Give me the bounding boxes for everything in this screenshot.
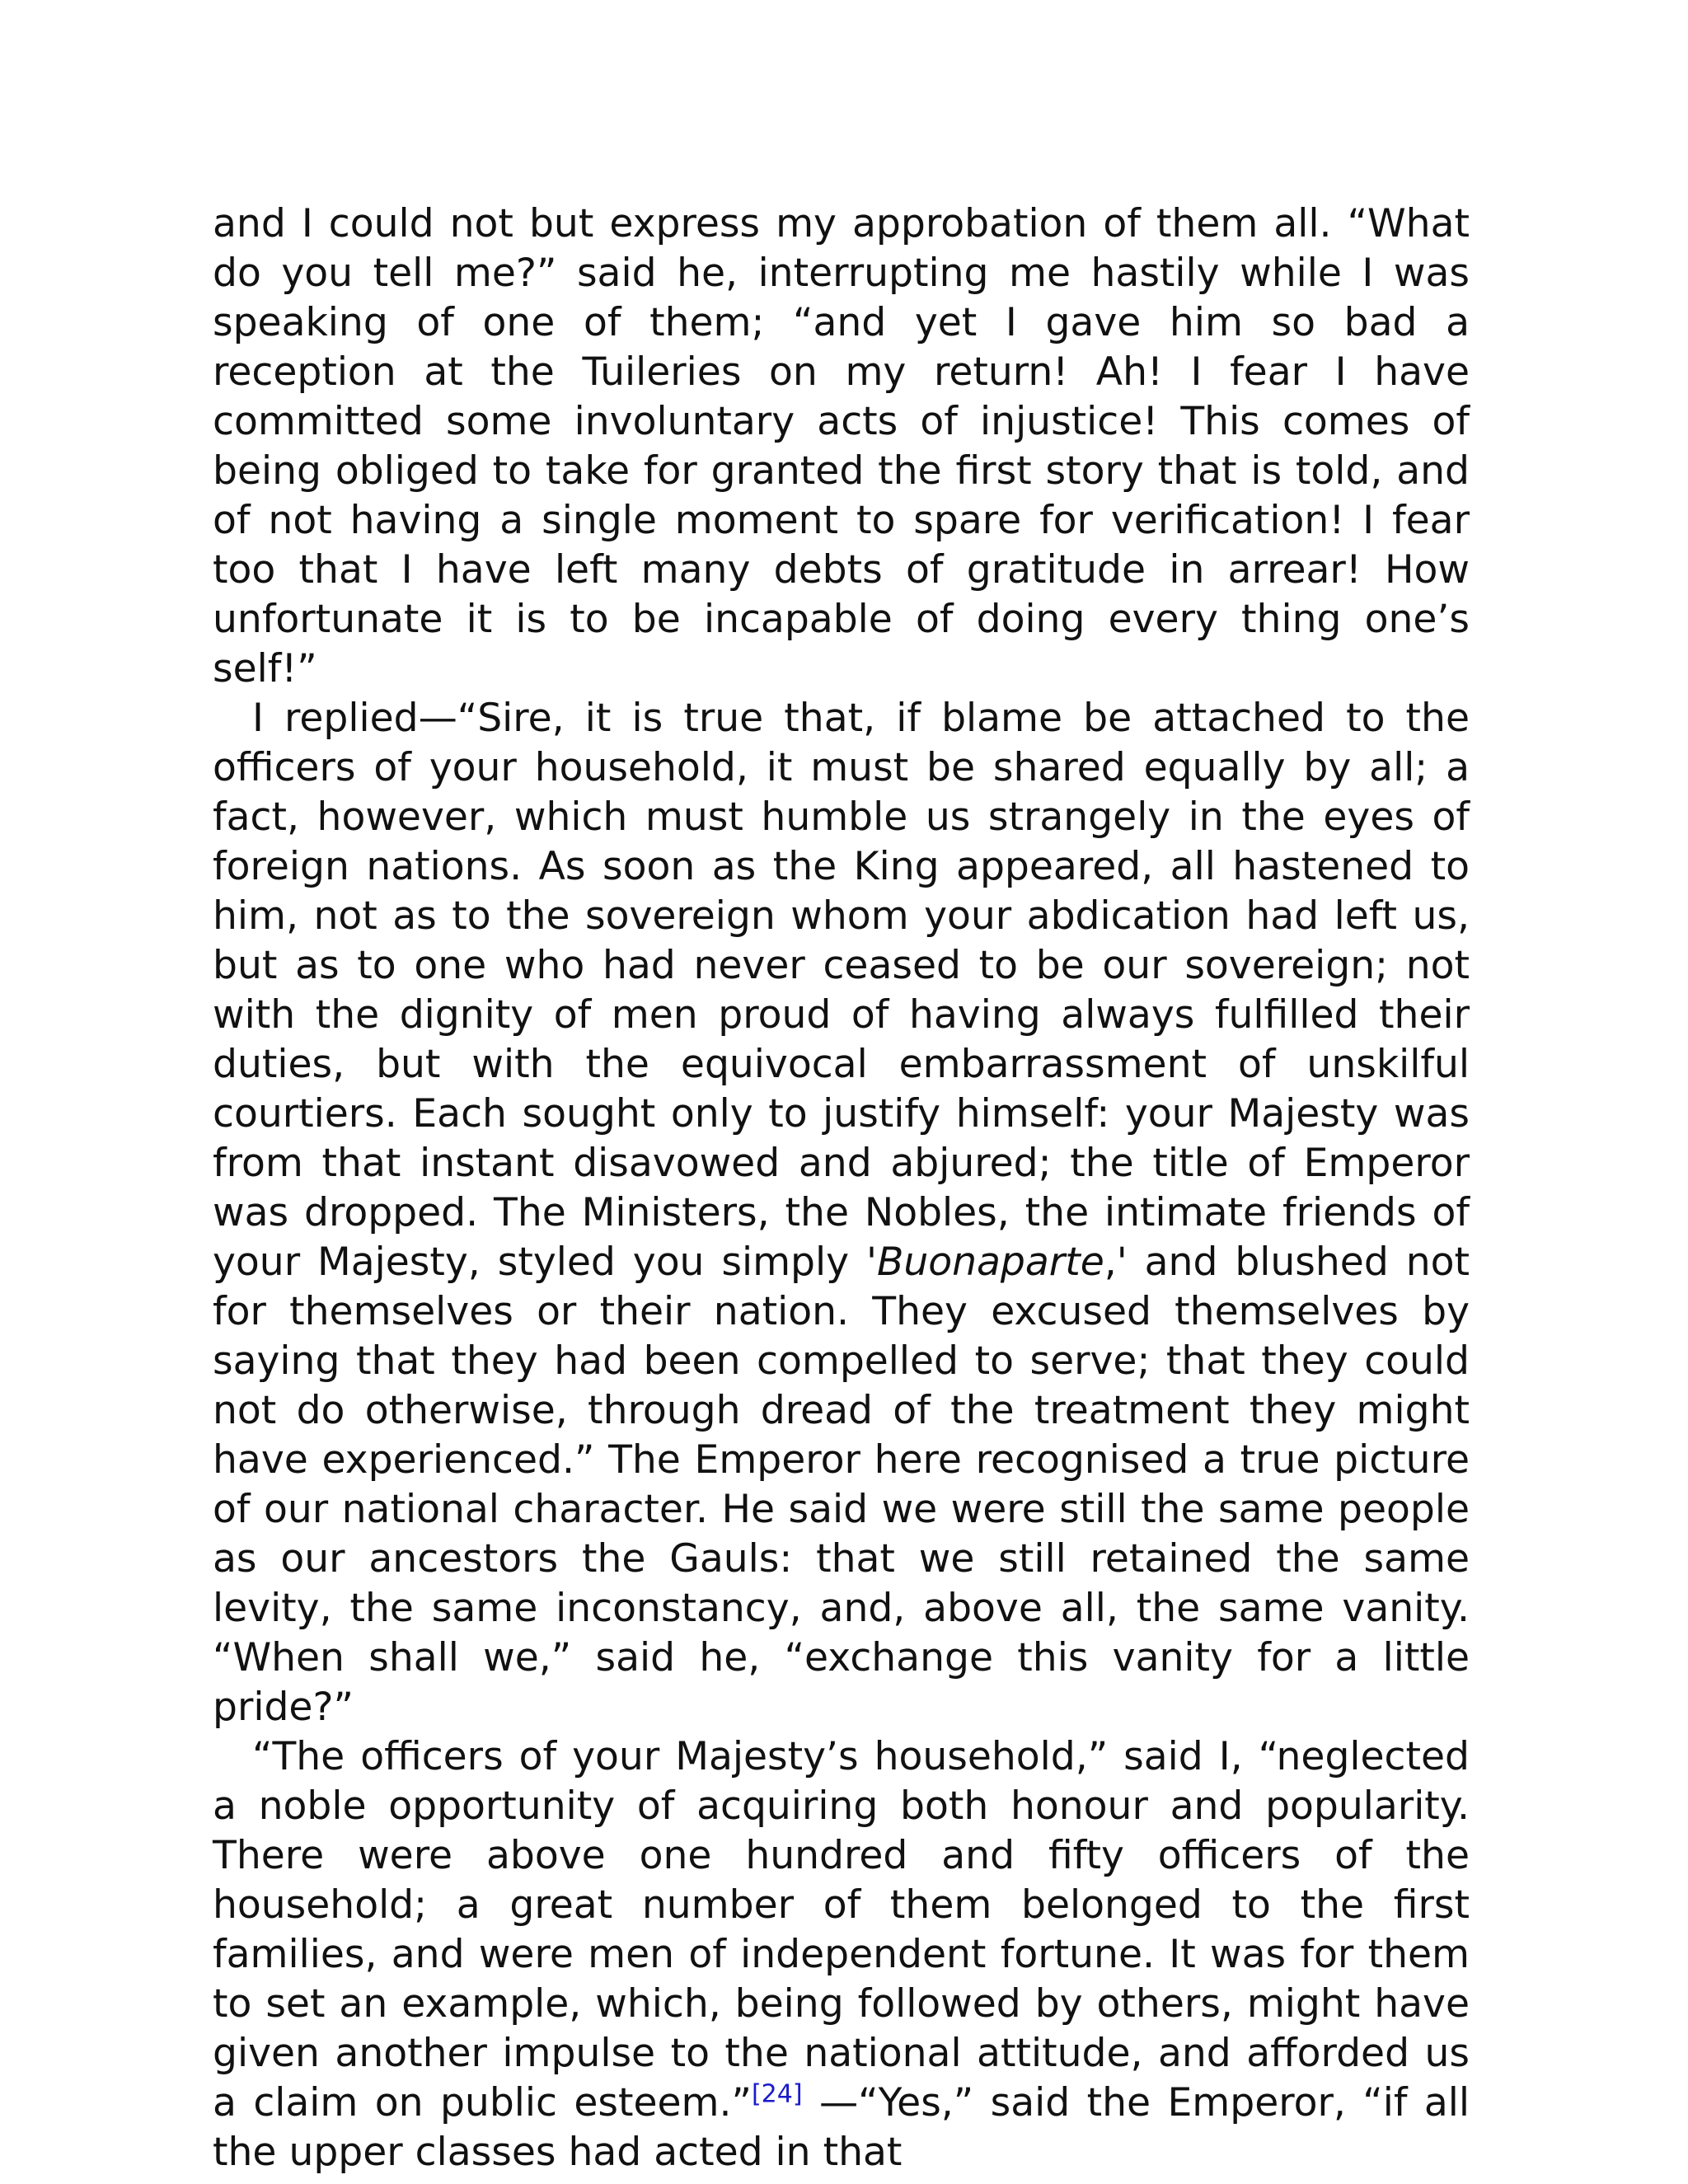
paragraph-2-text-start: I replied—“Sire, it is true that, if blame be attached to the officers of your household, it must be shared equally by all; a fact, however, which must humble us strangely in the eyes of foreign nations. As soon as the King appeared, all hastened to him, not as to the sovereign whom your abdication had left us, but as to one who had never ceased to be our sovereign; not with the dignity of men proud of having always fulfilled their duties, but with the equivocal embarrassment of unskilful courtiers. Each sought only to justify himself: your Majesty was from that instant disavowed and abjured; the title of Emperor was dropped. The Ministers, the Nobles, the intimate friends of your Majesty, styled you simply ' (213, 696, 1470, 1285)
paragraph-1-text: and I could not but express my approbation of them all. “What do you tell me?” said he, interrupting me hastily while I was speaking of one of them; “and yet I gave him so bad a reception at the Tuileries on my return! Ah! I fear I have committed some involuntary acts of injustice! This comes of being obliged to take for granted the first story that is told, and of not having a single moment to spare for verification! I fear too that I have left many debts of gratitude in arrear! How unfortunate it is to be incapable of doing every thing one’s self!” (213, 201, 1470, 691)
footnote-link-24[interactable]: [24] (751, 2079, 803, 2109)
paragraph-3-text-end: —“Yes,” said the Emperor, “if all the upper classes had acted in that (213, 2080, 1470, 2175)
page-body (213, 199, 1470, 2177)
paragraph-2-text-end: ,' and blushed not for themselves or their nation. They excused themselves by saying that they had been compelled to serve; that they could not do otherwise, through dread of the treatment they might have experienced.” The Emperor here recognised a true picture of our national character. He said we were still the same people as our ancestors the Gauls: that we still retained the same levity, the same inconstancy, and, above all, the same vanity. “When shall we,” said he, “exchange this vanity for a little pride?” (213, 1240, 1470, 1730)
paragraph-2 (213, 694, 1470, 1732)
paragraph-1 (213, 199, 1470, 694)
paragraph-3 (213, 1732, 1470, 2177)
italic-buonaparte: Buonaparte (876, 1240, 1104, 1285)
paragraph-3-text-start: “The officers of your Majesty’s household,” said I, “neglected a noble opportunity of acquiring both honour and popularity. There were above one hundred and fifty officers of the household; a great number of them belonged to the first families, and were men of independent fortune. It was for them to set an example, which, being followed by others, might have given another impulse to the national attitude, and afforded us a claim on public esteem.” (213, 1734, 1470, 2125)
